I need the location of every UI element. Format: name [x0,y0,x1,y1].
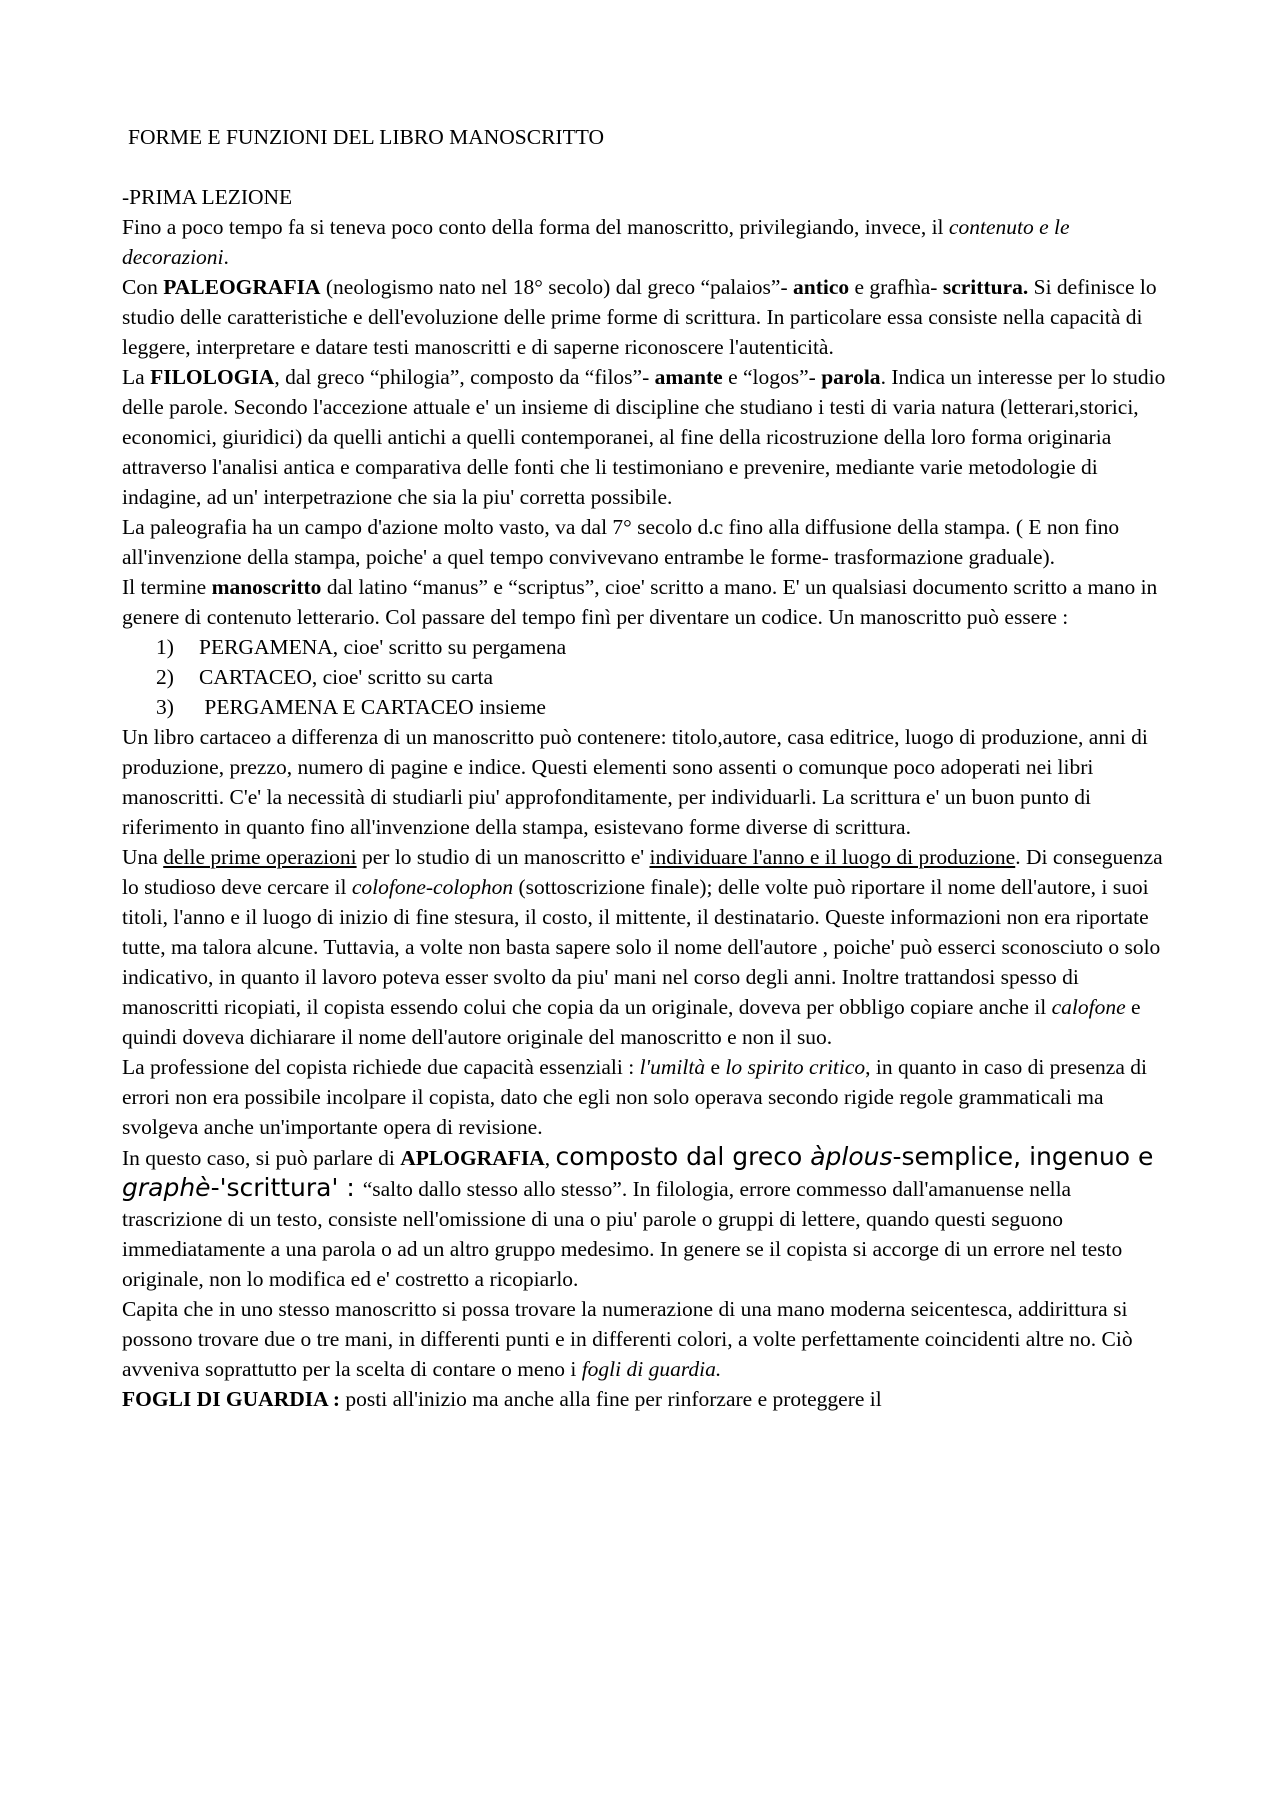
paragraph-fogli-guardia [122,1384,1172,1414]
paragraph-aplografia [122,1142,1172,1294]
text-run: “salto dallo stesso allo stesso”. In filologia, errore commesso dall'amanuense nella trascrizione di un testo, consiste nell'omissione di una o piu' parole o gruppi di lettere, quando questi seguono immediatamente a una parola o ad un altro gruppo medesimo. In genere se il copista si accorge di un errore nel testo originale, non lo modifica ed e' costretto a ricopiarlo. [122,1177,1123,1291]
document-title: FORME E FUNZIONI DEL LIBRO MANOSCRITTO [128,125,604,149]
italic-run: fogli di guardia. [581,1357,722,1381]
italic-run: l'umiltà [639,1055,706,1079]
text-run: La [122,365,151,389]
text-run: Si definisce lo studio delle caratteristiche e dell'evoluzione delle prime forme di scrittura. In particolare essa consiste nella capacità di leggere, interpretare e datare testi manoscritti e di saperne riconoscere l'autenticità. [122,275,1157,359]
paragraph-manoscritto [122,572,1172,632]
underlined-run: individuare l'anno e il luogo di produzione [649,845,1016,869]
list-number: 3) [156,695,174,719]
text-run: -'scrittura' : [210,1173,363,1202]
bold-run: parola [821,365,881,389]
text-run: , in quanto in caso di presenza di errori non era possibile incolpare il copista, dato che egli non solo operava secondo rigide regole grammaticali ma svolgeva anche un'importante opera di revisione. [122,1055,1147,1139]
text-run: e quindi doveva dichiarare il nome dell'autore originale del manoscritto e non il suo. [122,995,1141,1049]
lesson-heading: -PRIMA LEZIONE [122,185,293,209]
bold-run: amante [654,365,723,389]
term-filologia: FILOLOGIA [150,365,275,389]
list-item [156,662,1172,692]
text-run: . [223,245,229,269]
text-run: Fino a poco tempo fa si teneva poco conto della forma del manoscritto, privilegiando, invece, il [122,215,949,239]
text-run: per lo studio di un manoscritto e' [356,845,650,869]
list-item [156,692,1172,722]
italic-run: calofone [1051,995,1126,1019]
italic-run: colofone-colophon [351,875,514,899]
text-run: Il termine [122,575,212,599]
paragraph-copista [122,1052,1172,1142]
text-run: La professione del copista richiede due capacità essenziali : [122,1055,640,1079]
text-run: , dal greco “philogia”, composto da “filos”- [274,365,655,389]
term-fogli-di-guardia: FOGLI DI GUARDIA : [122,1387,341,1411]
text-run: posti all'inizio ma anche alla fine per rinforzare e proteggere il [340,1387,882,1411]
italic-run: àplous [810,1142,893,1171]
text-run: In questo caso, si può parlare di [122,1146,401,1170]
list-number: 1) [156,635,174,659]
text-run: Con [122,275,164,299]
text-run: dal latino “manus” e “scriptus”, cioe' scritto a mano. E' un qualsiasi documento scritto a mano in genere di contenuto letterario. Col passare del tempo finì per diventare un codice. Un manoscritto può essere : [122,575,1158,629]
text-run: Una [122,845,164,869]
list-item [156,632,1172,662]
list-item-text: CARTACEO, cioe' scritto su carta [199,665,494,689]
paragraph-libro-cartaceo: Un libro cartaceo a differenza di un manoscritto può contenere: titolo,autore, casa editrice, luogo di produzione, anni di produzione, prezzo, numero di pagine e indice. Questi elementi sono assenti o comunque poco adoperati nei libri manoscritti. C'e' la necessità di studiarli piu' approfonditamente, per individuarli. La scrittura e' un buon punto di riferimento in quanto fino all'invenzione della stampa, esistevano forme diverse di scrittura. [122,725,1148,839]
document-body [122,122,1172,1414]
list-number: 2) [156,665,174,689]
term-paleografia: PALEOGRAFIA [163,275,321,299]
term-aplografia: APLOGRAFIA [400,1146,545,1170]
paragraph-paleografia [122,272,1172,362]
bold-run: scrittura. [942,275,1029,299]
text-run: e grafhìa- [849,275,943,299]
underlined-run: delle prime operazioni [163,845,357,869]
list-item-text: PERGAMENA E CARTACEO insieme [199,695,546,719]
text-run: (sottoscrizione finale); delle volte può riportare il nome dell'autore, i suoi titoli, l'anno e il luogo di inizio di fine stesura, il costo, il mittente, il destinatario. Queste informazioni non era riportate tutte, ma talora alcune. Tuttavia, a volte non basta sapere solo il nome dell'autore , poiche' può esserci sconosciuto o solo indicativo, in quanto il lavoro poteva esser svolto da piu' mani nel corso degli anni. Inoltre trattandosi spesso di manoscritti ricopiati, il copista essendo colui che copia da un originale, doveva per obbligo copiare anche il [122,875,1161,1019]
paragraph-numerazione [122,1294,1172,1384]
text-run: -semplice, ingenuo e [892,1142,1154,1171]
paragraph-filologia [122,362,1172,512]
manuscript-types-list [122,632,1172,722]
text-run: . Di conseguenza lo studioso deve cercare il [122,845,1163,899]
term-manoscritto: manoscritto [211,575,322,599]
paragraph-campo-azione: La paleografia ha un campo d'azione molto vasto, va dal 7° secolo d.c fino alla diffusione della stampa. ( E non fino all'invenzione della stampa, poiche' a quel tempo convivevano entrambe le forme- trasformazione graduale). [122,515,1120,569]
list-item-text: PERGAMENA, cioe' scritto su pergamena [199,635,567,659]
italic-run: graphè [122,1173,211,1202]
text-run: (neologismo nato nel 18° secolo) dal greco “palaios”- [320,275,793,299]
text-run: e [705,1055,726,1079]
italic-run: contenuto e le decorazioni [122,215,1070,269]
text-run: e “logos”- [722,365,822,389]
italic-run: lo spirito critico [725,1055,866,1079]
text-run: Capita che in uno stesso manoscritto si possa trovare la numerazione di una mano moderna seicentesca, addirittura si possono trovare due o tre mani, in differenti punti e in differenti colori, a volte perfettamente coincidenti altre no. Ciò avveniva soprattutto per la scelta di contare o meno i [122,1297,1133,1381]
paragraph-intro [122,212,1172,272]
text-run: composto dal greco [555,1142,811,1171]
text-run: . Indica un interesse per lo studio delle parole. Secondo l'accezione attuale e' un insieme di discipline che studiano i testi di varia natura (letterari,storici, economici, giuridici) da quelli antichi a quelli contemporanei, al fine della ricostruzione della loro forma originaria attraverso l'analisi antica e comparativa delle fonti che li testimoniano e prevenire, mediante varie metodologie di indagine, ad un' interpetrazione che sia la piu' corretta possibile. [122,365,1166,509]
paragraph-colofone [122,842,1172,1052]
text-run: , [544,1146,556,1170]
bold-run: antico [793,275,850,299]
